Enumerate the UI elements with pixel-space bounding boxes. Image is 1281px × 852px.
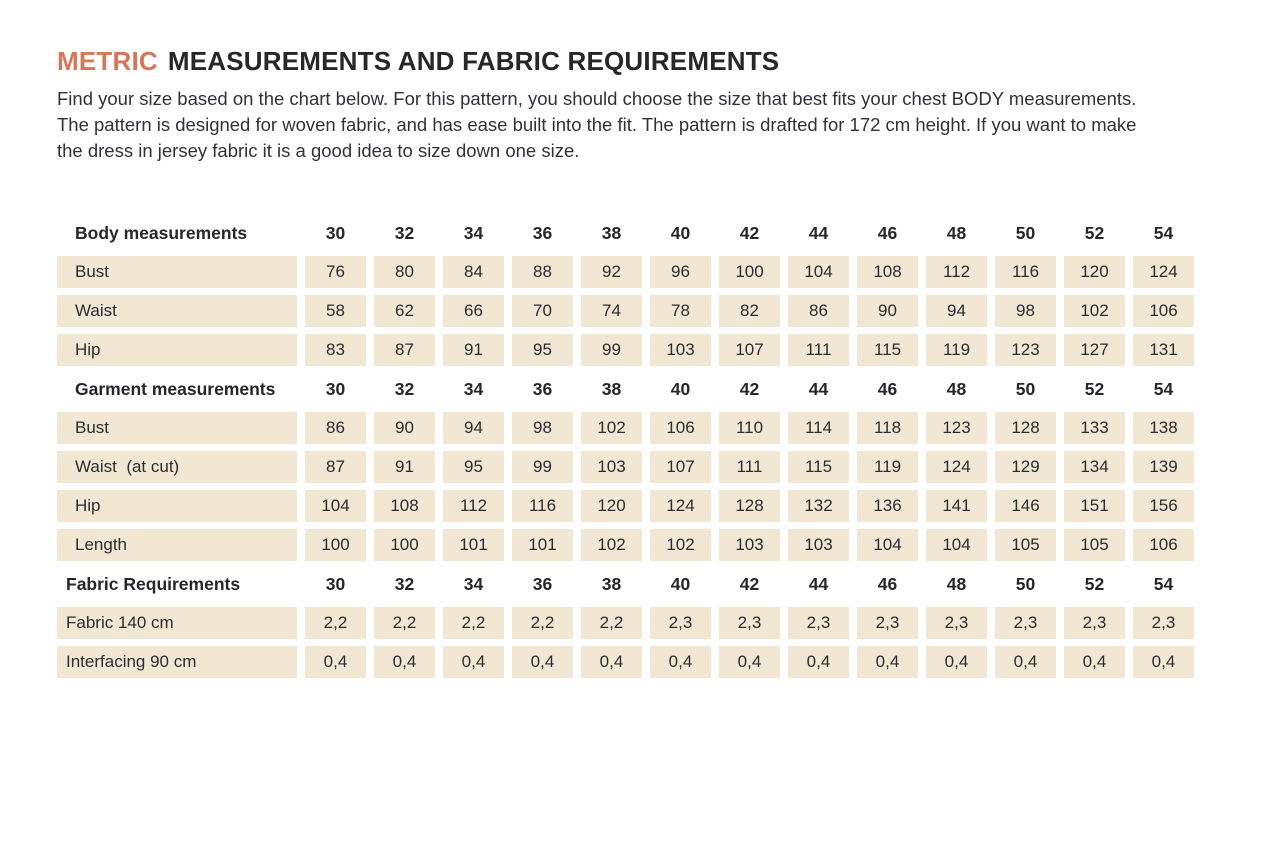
size-header-cell: 44: [808, 378, 829, 399]
size-header-cell: 42: [739, 378, 760, 399]
section-header-row: [57, 568, 1194, 600]
value-cell: 102: [581, 529, 642, 561]
size-header-cell: 36: [532, 378, 553, 399]
table-row: [57, 646, 1194, 678]
value-cell: 90: [374, 412, 435, 444]
value-cell: 132: [788, 490, 849, 522]
section-header-label: Garment measurements: [75, 378, 276, 399]
value-cell: 124: [1133, 256, 1194, 288]
size-header-cell: 32: [394, 378, 415, 399]
size-header-cell: 46: [877, 222, 898, 243]
size-header-cell: 38: [601, 222, 622, 243]
table-row: [57, 412, 1194, 444]
value-cell: 101: [443, 529, 504, 561]
value-cell: 103: [788, 529, 849, 561]
value-cell: 106: [1133, 295, 1194, 327]
value-cell: 129: [995, 451, 1056, 483]
value-cell: 0,4: [719, 646, 780, 678]
size-header-cell: 30: [325, 378, 346, 399]
value-cell: 0,4: [1133, 646, 1194, 678]
size-table: [57, 217, 1194, 678]
value-cell: 146: [995, 490, 1056, 522]
page-title-rest: MEASUREMENTS AND FABRIC REQUIREMENTS: [167, 46, 780, 76]
value-cell: 116: [512, 490, 573, 522]
value-cell: 123: [995, 334, 1056, 366]
value-cell: 107: [650, 451, 711, 483]
size-header-cell: 54: [1153, 378, 1174, 399]
size-header-cell: 54: [1153, 222, 1174, 243]
value-cell: 76: [305, 256, 366, 288]
value-cell: 78: [650, 295, 711, 327]
value-cell: 83: [305, 334, 366, 366]
size-header-cell: 34: [463, 222, 484, 243]
value-cell: 134: [1064, 451, 1125, 483]
value-cell: 2,3: [1064, 607, 1125, 639]
value-cell: 62: [374, 295, 435, 327]
value-cell: 156: [1133, 490, 1194, 522]
value-cell: 116: [995, 256, 1056, 288]
size-header-cell: 44: [808, 222, 829, 243]
size-header-cell: 40: [670, 378, 691, 399]
value-cell: 141: [926, 490, 987, 522]
value-cell: 120: [581, 490, 642, 522]
value-cell: 133: [1064, 412, 1125, 444]
value-cell: 111: [719, 451, 780, 483]
size-header-cell: 46: [877, 573, 898, 594]
size-header-cell: 50: [1015, 573, 1036, 594]
value-cell: 131: [1133, 334, 1194, 366]
value-cell: 104: [305, 490, 366, 522]
value-cell: 94: [443, 412, 504, 444]
value-cell: 94: [926, 295, 987, 327]
value-cell: 0,4: [374, 646, 435, 678]
table-row: [57, 607, 1194, 639]
table-row: [57, 256, 1194, 288]
intro-line: Find your size based on the chart below. For this pattern, you should choose the size that best fits your chest BODY measurements.: [57, 88, 1137, 109]
value-cell: 2,2: [581, 607, 642, 639]
size-header-cell: 48: [946, 222, 967, 243]
value-cell: 2,3: [995, 607, 1056, 639]
value-cell: 92: [581, 256, 642, 288]
value-cell: 151: [1064, 490, 1125, 522]
value-cell: 87: [374, 334, 435, 366]
size-header-cell: 48: [946, 573, 967, 594]
size-header-cell: 36: [532, 573, 553, 594]
value-cell: 2,3: [650, 607, 711, 639]
size-header-cell: 40: [670, 222, 691, 243]
value-cell: 96: [650, 256, 711, 288]
value-cell: 0,4: [995, 646, 1056, 678]
size-header-cell: 30: [325, 573, 346, 594]
value-cell: 86: [305, 412, 366, 444]
value-cell: 99: [512, 451, 573, 483]
value-cell: 124: [926, 451, 987, 483]
row-label: Bust: [57, 256, 297, 288]
value-cell: 103: [650, 334, 711, 366]
value-cell: 119: [926, 334, 987, 366]
size-header-cell: 52: [1084, 222, 1105, 243]
value-cell: 104: [926, 529, 987, 561]
value-cell: 98: [995, 295, 1056, 327]
size-header-cell: 50: [1015, 222, 1036, 243]
value-cell: 104: [857, 529, 918, 561]
value-cell: 84: [443, 256, 504, 288]
value-cell: 114: [788, 412, 849, 444]
value-cell: 0,4: [443, 646, 504, 678]
size-header-cell: 38: [601, 573, 622, 594]
value-cell: 0,4: [857, 646, 918, 678]
value-cell: 106: [1133, 529, 1194, 561]
value-cell: 2,2: [374, 607, 435, 639]
value-cell: 112: [926, 256, 987, 288]
value-cell: 100: [374, 529, 435, 561]
value-cell: 74: [581, 295, 642, 327]
size-header-cell: 44: [808, 573, 829, 594]
intro-paragraph: [57, 86, 1281, 164]
size-header-cell: 30: [325, 222, 346, 243]
size-header-cell: 34: [463, 378, 484, 399]
value-cell: 138: [1133, 412, 1194, 444]
row-label: Hip: [57, 334, 297, 366]
value-cell: 0,4: [926, 646, 987, 678]
value-cell: 0,4: [650, 646, 711, 678]
value-cell: 91: [374, 451, 435, 483]
size-header-cell: 52: [1084, 378, 1105, 399]
value-cell: 2,3: [857, 607, 918, 639]
value-cell: 90: [857, 295, 918, 327]
value-cell: 99: [581, 334, 642, 366]
value-cell: 91: [443, 334, 504, 366]
value-cell: 128: [995, 412, 1056, 444]
value-cell: 0,4: [305, 646, 366, 678]
value-cell: 119: [857, 451, 918, 483]
value-cell: 107: [719, 334, 780, 366]
value-cell: 0,4: [1064, 646, 1125, 678]
table-row: [57, 451, 1194, 483]
value-cell: 80: [374, 256, 435, 288]
value-cell: 2,3: [926, 607, 987, 639]
value-cell: 118: [857, 412, 918, 444]
value-cell: 88: [512, 256, 573, 288]
value-cell: 139: [1133, 451, 1194, 483]
size-header-cell: 46: [877, 378, 898, 399]
value-cell: 101: [512, 529, 573, 561]
value-cell: 110: [719, 412, 780, 444]
value-cell: 106: [650, 412, 711, 444]
row-label: Waist (at cut): [57, 451, 297, 483]
value-cell: 102: [650, 529, 711, 561]
value-cell: 2,2: [443, 607, 504, 639]
size-header-cell: 50: [1015, 378, 1036, 399]
value-cell: 127: [1064, 334, 1125, 366]
value-cell: 136: [857, 490, 918, 522]
value-cell: 102: [581, 412, 642, 444]
value-cell: 123: [926, 412, 987, 444]
size-header-cell: 36: [532, 222, 553, 243]
table-row: [57, 529, 1194, 561]
value-cell: 2,3: [788, 607, 849, 639]
section-header-label: Body measurements: [75, 222, 248, 243]
row-label: Waist: [57, 295, 297, 327]
row-label: Length: [57, 529, 297, 561]
value-cell: 0,4: [512, 646, 573, 678]
table-row: [57, 490, 1194, 522]
value-cell: 103: [581, 451, 642, 483]
value-cell: 2,2: [512, 607, 573, 639]
table-row: [57, 295, 1194, 327]
section-header-label: Fabric Requirements: [66, 573, 241, 594]
size-header-cell: 42: [739, 222, 760, 243]
value-cell: 98: [512, 412, 573, 444]
size-header-cell: 32: [394, 573, 415, 594]
size-header-cell: 42: [739, 573, 760, 594]
value-cell: 105: [1064, 529, 1125, 561]
value-cell: 111: [788, 334, 849, 366]
page-title: [57, 46, 1281, 77]
value-cell: 108: [857, 256, 918, 288]
size-header-cell: 52: [1084, 573, 1105, 594]
value-cell: 104: [788, 256, 849, 288]
value-cell: 120: [1064, 256, 1125, 288]
value-cell: 86: [788, 295, 849, 327]
value-cell: 108: [374, 490, 435, 522]
section-header-row: [57, 217, 1194, 249]
size-header-cell: 48: [946, 378, 967, 399]
page-title-highlight: METRIC: [57, 46, 158, 76]
value-cell: 66: [443, 295, 504, 327]
value-cell: 0,4: [788, 646, 849, 678]
row-label: Hip: [57, 490, 297, 522]
size-header-cell: 54: [1153, 573, 1174, 594]
value-cell: 102: [1064, 295, 1125, 327]
row-label: Interfacing 90 cm: [57, 646, 297, 678]
section-header-row: [57, 373, 1194, 405]
value-cell: 100: [719, 256, 780, 288]
value-cell: 87: [305, 451, 366, 483]
value-cell: 112: [443, 490, 504, 522]
size-header-cell: 32: [394, 222, 415, 243]
row-label: Bust: [57, 412, 297, 444]
value-cell: 105: [995, 529, 1056, 561]
size-header-cell: 38: [601, 378, 622, 399]
table-row: [57, 334, 1194, 366]
value-cell: 100: [305, 529, 366, 561]
value-cell: 124: [650, 490, 711, 522]
intro-line: the dress in jersey fabric it is a good idea to size down one size.: [57, 140, 580, 161]
value-cell: 2,3: [1133, 607, 1194, 639]
size-header-cell: 40: [670, 573, 691, 594]
row-label: Fabric 140 cm: [57, 607, 297, 639]
value-cell: 82: [719, 295, 780, 327]
value-cell: 95: [512, 334, 573, 366]
value-cell: 2,3: [719, 607, 780, 639]
size-header-cell: 34: [463, 573, 484, 594]
value-cell: 128: [719, 490, 780, 522]
value-cell: 2,2: [305, 607, 366, 639]
value-cell: 115: [788, 451, 849, 483]
value-cell: 58: [305, 295, 366, 327]
intro-line: The pattern is designed for woven fabric, and has ease built into the fit. The pattern is drafted for 172 cm height. If you want to make: [57, 114, 1137, 135]
value-cell: 103: [719, 529, 780, 561]
value-cell: 115: [857, 334, 918, 366]
value-cell: 0,4: [581, 646, 642, 678]
value-cell: 95: [443, 451, 504, 483]
value-cell: 70: [512, 295, 573, 327]
